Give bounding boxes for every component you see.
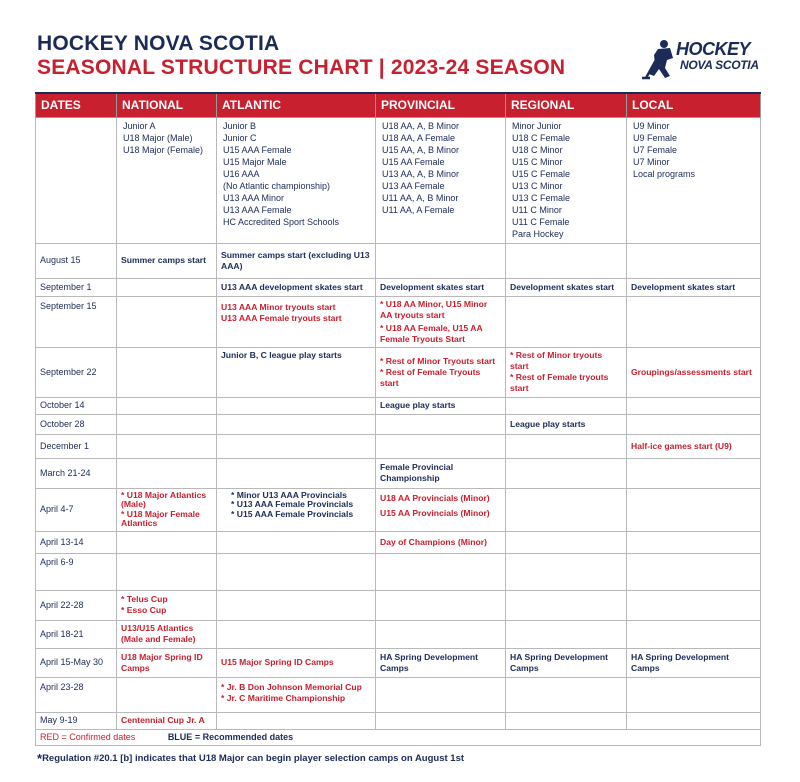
- atlantic-cell: [217, 531, 376, 553]
- table-header-row: [36, 93, 761, 117]
- list-item: Local programs: [633, 168, 696, 179]
- atlantic-cell: [217, 296, 376, 347]
- column-header-national: NATIONAL: [117, 93, 217, 117]
- table-row: [36, 531, 761, 553]
- regional-cell: [506, 712, 627, 729]
- provincial-levels: [376, 117, 506, 243]
- table-row: [36, 434, 761, 458]
- national-cell: [117, 397, 217, 414]
- list-item: U15 AAA Female: [223, 144, 292, 155]
- national-cell: [117, 414, 217, 434]
- provincial-cell: [376, 553, 506, 590]
- logo-text-nova-scotia: NOVA SCOTIA: [680, 58, 759, 72]
- event-text: * Telus Cup: [121, 594, 168, 604]
- local-cell: Development skates start: [627, 278, 761, 296]
- list-item: U13 AAA Minor: [223, 192, 285, 203]
- provincial-cell: Female Provincial Championship: [376, 458, 506, 488]
- local-cell: Groupings/assessments start: [627, 347, 761, 397]
- logo-text-hockey: HOCKEY: [676, 39, 751, 59]
- hockey-player-icon: [640, 38, 680, 80]
- list-item: U18 AA, A Female: [382, 132, 456, 143]
- local-cell: [627, 397, 761, 414]
- atlantic-cell: [217, 677, 376, 712]
- list-item: U15 C Minor: [512, 156, 563, 167]
- national-cell: [117, 553, 217, 590]
- local-cell: [627, 296, 761, 347]
- date-cell: October 14: [36, 397, 117, 414]
- event-text: * Rest of Minor Tryouts start: [380, 355, 496, 366]
- local-cell: [627, 531, 761, 553]
- date-cell: April 4-7: [36, 488, 117, 531]
- national-cell: U18 Major Spring ID Camps: [117, 648, 217, 677]
- atlantic-cell: [217, 590, 376, 620]
- national-cell: [117, 347, 217, 397]
- list-item: U9 Minor: [633, 120, 670, 131]
- table-row: [36, 620, 761, 648]
- list-item: U13 AA Female: [382, 180, 445, 191]
- local-cell: [627, 620, 761, 648]
- table-row: [36, 488, 761, 531]
- date-cell: April 6-9: [36, 553, 117, 590]
- national-cell: U13/U15 Atlantics (Male and Female): [117, 620, 217, 648]
- list-item: U13 AAA Female: [223, 204, 292, 215]
- atlantic-cell: [217, 458, 376, 488]
- table-row: [36, 414, 761, 434]
- provincial-cell: HA Spring Development Camps: [376, 648, 506, 677]
- list-item: Junior B: [223, 120, 257, 131]
- provincial-cell: [376, 296, 506, 347]
- date-cell: April 23-28: [36, 677, 117, 712]
- local-cell: Half-ice games start (U9): [627, 434, 761, 458]
- list-item: U18 Major (Female): [123, 144, 204, 155]
- list-item: U11 AA, A, B Minor: [382, 192, 459, 203]
- event-text: * U15 AAA Female Provincials: [231, 508, 354, 519]
- local-cell: [627, 488, 761, 531]
- regional-cell: [506, 590, 627, 620]
- date-cell: April 22-28: [36, 590, 117, 620]
- regional-cell: Development skates start: [506, 278, 627, 296]
- regional-cell: [506, 488, 627, 531]
- event-text: * Esso Cup: [121, 605, 167, 615]
- regional-cell: HA Spring Development Camps: [506, 648, 627, 677]
- table-row: [36, 648, 761, 677]
- table-row: [36, 278, 761, 296]
- regional-cell: [506, 553, 627, 590]
- table-row: [36, 397, 761, 414]
- atlantic-cell: [217, 553, 376, 590]
- regional-cell: [506, 397, 627, 414]
- atlantic-cell: Junior B, C league play starts: [217, 347, 376, 397]
- legend-row: [36, 729, 761, 745]
- page-subtitle: SEASONAL STRUCTURE CHART | 2023-24 SEASON: [37, 56, 566, 79]
- national-cell: Summer camps start: [117, 243, 217, 278]
- local-levels: [627, 117, 761, 243]
- atlantic-cell: [217, 712, 376, 729]
- table-row: [36, 590, 761, 620]
- provincial-cell: [376, 712, 506, 729]
- list-item: Minor Junior: [512, 120, 562, 131]
- atlantic-cell: Summer camps start (excluding U13 AAA): [217, 243, 376, 278]
- regional-cell: [506, 677, 627, 712]
- national-cell: [117, 278, 217, 296]
- national-cell: [117, 458, 217, 488]
- event-text: * Rest of Female tryouts start: [510, 372, 609, 393]
- regional-cell: [506, 347, 627, 397]
- legend: [36, 729, 761, 745]
- atlantic-levels: [217, 117, 376, 243]
- levels-date-cell: [36, 117, 117, 243]
- provincial-cell: [376, 434, 506, 458]
- list-item: HC Accredited Sport Schools: [223, 216, 340, 227]
- table-row: [36, 677, 761, 712]
- table-row: [36, 296, 761, 347]
- list-item: Para Hockey: [512, 228, 564, 239]
- national-cell: [117, 677, 217, 712]
- event-text: U18 AA Provincials (Minor): [380, 492, 490, 503]
- event-text: * Rest of Minor tryouts start: [510, 350, 603, 371]
- list-item: (No Atlantic championship): [223, 180, 331, 191]
- hockey-nova-scotia-logo: [640, 38, 760, 80]
- footnote: [37, 751, 464, 766]
- national-cell: [117, 434, 217, 458]
- provincial-cell: [376, 414, 506, 434]
- table-row: [36, 553, 761, 590]
- column-header-regional: REGIONAL: [506, 93, 627, 117]
- list-item: U11 AA, A Female: [382, 204, 455, 215]
- table-row: [36, 458, 761, 488]
- event-text: * Minor U13 AAA Provincials: [231, 489, 347, 500]
- provincial-cell: [376, 488, 506, 531]
- list-item: U11 C Female: [512, 216, 570, 227]
- list-item: U15 AA Female: [382, 156, 445, 167]
- national-cell: [117, 531, 217, 553]
- atlantic-cell: U15 Major Spring ID Camps: [217, 648, 376, 677]
- atlantic-cell: [217, 397, 376, 414]
- provincial-cell: [376, 347, 506, 397]
- atlantic-cell: U13 AAA development skates start: [217, 278, 376, 296]
- list-item: U7 Minor: [633, 156, 670, 167]
- local-cell: [627, 243, 761, 278]
- list-item: Junior C: [223, 132, 257, 143]
- atlantic-cell: [217, 414, 376, 434]
- regional-cell: [506, 296, 627, 347]
- local-cell: [627, 677, 761, 712]
- national-cell: [117, 296, 217, 347]
- event-text: * U13 AAA Female Provincials: [231, 499, 354, 509]
- list-item: U18 AA, A, B Minor: [382, 120, 460, 131]
- list-item: U11 C Minor: [512, 204, 562, 215]
- local-cell: [627, 712, 761, 729]
- list-item: U18 Major (Male): [123, 132, 193, 143]
- footnote-text: Regulation #20.1 [b] indicates that U18 Major can begin player selection camps on August 1st: [42, 753, 465, 764]
- national-cell: Centennial Cup Jr. A: [117, 712, 217, 729]
- provincial-cell: [376, 677, 506, 712]
- event-text: * U18 AA Minor, U15 Minor AA tryouts start: [380, 298, 488, 320]
- atlantic-cell: [217, 488, 376, 531]
- list-item: U16 AAA: [223, 168, 260, 179]
- national-cell: [117, 590, 217, 620]
- list-item: U15 Major Male: [223, 156, 287, 167]
- page-title: HOCKEY NOVA SCOTIA: [37, 32, 280, 55]
- regional-cell: [506, 531, 627, 553]
- table-row: [36, 347, 761, 397]
- atlantic-cell: [217, 620, 376, 648]
- list-item: Junior A: [123, 120, 156, 131]
- date-cell: September 1: [36, 278, 117, 296]
- list-item: U9 Female: [633, 132, 678, 143]
- footnote-asterisk: *: [37, 751, 43, 766]
- event-text: * Jr. B Don Johnson Memorial Cup: [221, 681, 362, 692]
- date-cell: December 1: [36, 434, 117, 458]
- date-cell: August 15: [36, 243, 117, 278]
- provincial-cell: Day of Champions (Minor): [376, 531, 506, 553]
- date-cell: April 15-May 30: [36, 648, 117, 677]
- date-cell: May 9-19: [36, 712, 117, 729]
- regional-cell: [506, 458, 627, 488]
- date-cell: September 22: [36, 347, 117, 397]
- provincial-cell: Development skates start: [376, 278, 506, 296]
- regional-cell: [506, 434, 627, 458]
- list-item: U7 Female: [633, 144, 678, 155]
- provincial-cell: [376, 243, 506, 278]
- regional-cell: [506, 243, 627, 278]
- column-header-provincial: PROVINCIAL: [376, 93, 506, 117]
- date-cell: September 15: [36, 296, 117, 347]
- table-row: [36, 243, 761, 278]
- local-cell: [627, 458, 761, 488]
- date-cell: April 13-14: [36, 531, 117, 553]
- date-cell: March 21-24: [36, 458, 117, 488]
- event-text: * U18 AA Female, U15 AA Female Tryouts Start: [380, 322, 483, 344]
- regional-cell: [506, 620, 627, 648]
- local-cell: [627, 414, 761, 434]
- list-item: U18 C Minor: [512, 144, 563, 155]
- regional-levels: [506, 117, 627, 243]
- list-item: U13 C Female: [512, 192, 571, 203]
- provincial-cell: [376, 620, 506, 648]
- list-item: U15 AA, A, B Minor: [382, 144, 460, 155]
- event-text: * Jr. C Maritime Championship: [221, 692, 346, 703]
- list-item: U13 AA, A, B Minor: [382, 168, 460, 179]
- national-levels: [117, 117, 217, 243]
- column-header-dates: DATES: [36, 93, 117, 117]
- column-header-atlantic: ATLANTIC: [217, 93, 376, 117]
- event-text: U13 AAA Minor tryouts start: [221, 301, 336, 312]
- list-item: U18 C Female: [512, 132, 571, 143]
- provincial-cell: [376, 590, 506, 620]
- legend-blue: BLUE = Recommended dates: [167, 731, 294, 742]
- event-text: * U18 Major Female Atlantics: [121, 508, 200, 528]
- local-cell: HA Spring Development Camps: [627, 648, 761, 677]
- table-row: [36, 712, 761, 729]
- legend-red: RED = Confirmed dates: [40, 731, 136, 742]
- national-cell: [117, 488, 217, 531]
- list-item: U13 C Minor: [512, 180, 563, 191]
- seasonal-structure-table: [35, 92, 761, 746]
- column-header-local: LOCAL: [627, 93, 761, 117]
- local-cell: [627, 553, 761, 590]
- provincial-cell: League play starts: [376, 397, 506, 414]
- list-item: U15 C Female: [512, 168, 571, 179]
- date-cell: October 28: [36, 414, 117, 434]
- levels-row: [36, 117, 761, 243]
- event-text: U15 AA Provincials (Minor): [380, 507, 490, 518]
- event-text: * U18 Major Atlantics (Male): [121, 489, 207, 509]
- event-text: * Rest of Female Tryouts start: [380, 366, 481, 388]
- event-text: U13 AAA Female tryouts start: [221, 312, 342, 323]
- regional-cell: League play starts: [506, 414, 627, 434]
- local-cell: [627, 590, 761, 620]
- date-cell: April 18-21: [36, 620, 117, 648]
- atlantic-cell: [217, 434, 376, 458]
- page-header: [37, 32, 565, 80]
